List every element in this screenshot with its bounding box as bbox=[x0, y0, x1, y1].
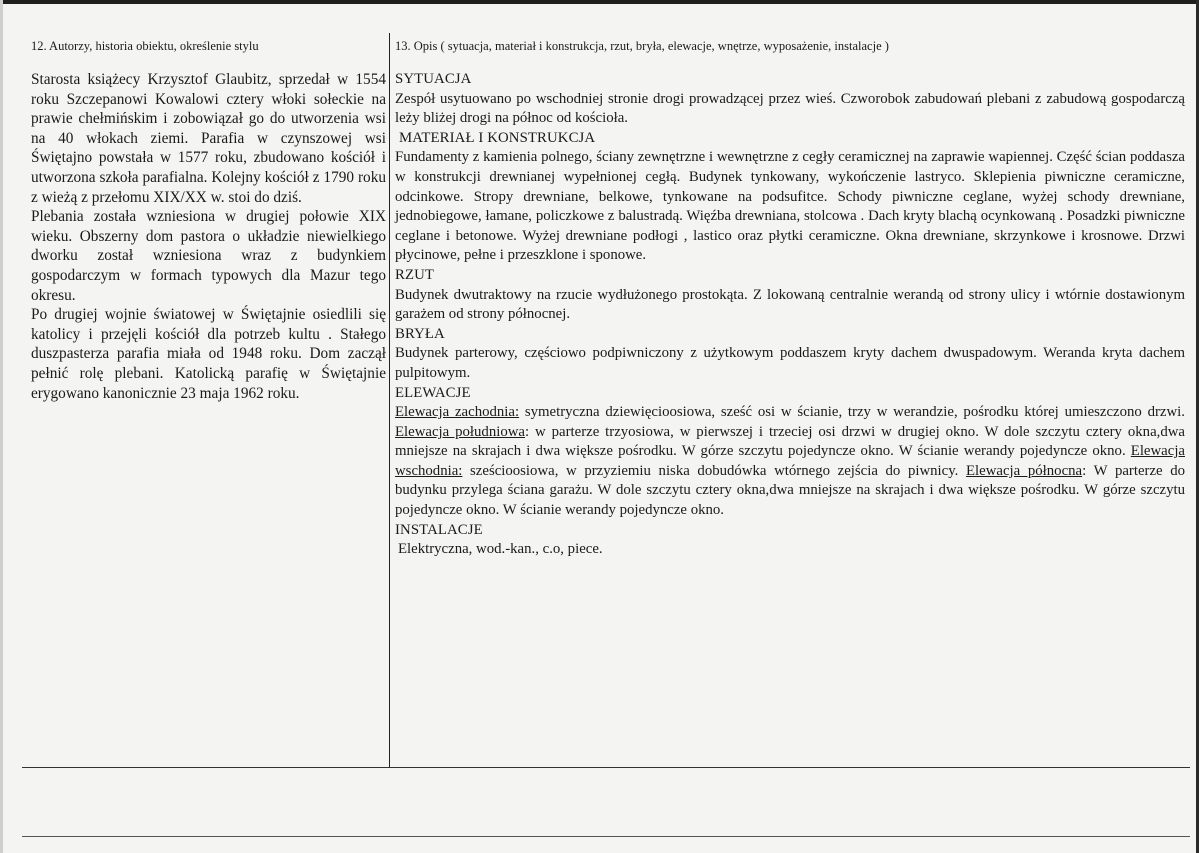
history-field-title: 12. Autorzy, historia obiektu, określenie stylu bbox=[31, 39, 259, 53]
section-text-rzut: Budynek dwutraktowy na rzucie wydłużonego prostokąta. Z lokowaną centralnie werandą od strony ulicy i wtórnie dostawionym garażem od strony północnej. bbox=[395, 286, 1185, 323]
east-elevation-label: Elewacja wschodnia: bbox=[395, 443, 1185, 479]
section-heading-bryla: BRYŁA bbox=[395, 325, 445, 342]
scan-edge-left bbox=[0, 0, 3, 853]
history-paragraph: Plebania została wzniesiona w drugiej połowie XIX wieku. Obszerny dom pastora o układzie niewielkiego dworku został wzniesiona wraz z budynkiem gospodarczym w formach typowych dla Mazur tego okresu. bbox=[31, 208, 386, 304]
history-text bbox=[31, 70, 386, 403]
section-text-material: Fundamenty z kamienia polnego, ściany zewnętrzne i wewnętrzne z cegły ceramicznej na zaprawie wapiennej. Część ścian poddasza w konstrukcji drewnianej wypełnionej cegłą. Budynek tynkowany, wykończenie lastryco. Sklepienia piwniczne ceramiczne, odcinkowe. Stropy drewniane, belkowe, tynkowane na podsufitce. Schody piwniczne ceglane, wyżej schody drewniane, jednobiegowe, łamane, policzkowe z balustradą. Więźba drewniana, stolcowa . Dach kryty blachą ocynkowaną . Posadzki piwniczne ceglane i betonowe. Wyżej drewniane podłogi , lastico oraz płytki ceramiczne. Okna drewniane, skrzynkowe i krosnowe. Drzwi płycinowe, pełne i przeszklone i sponowe. bbox=[395, 149, 1185, 264]
north-elevation-text: : W parterze do budynku przylega ściana garażu. W dole szczytu cztery okna,dwa mniejsze na skrajach i dwa większe pośrodku. W górze szczytu pojedyncze okno. W ścianie werandy pojedyncze okno. bbox=[395, 462, 1186, 519]
column-divider bbox=[389, 33, 390, 768]
form-rule-bottom bbox=[22, 836, 1190, 837]
section-text-bryla: Budynek parterowy, częściowo podpiwniczony z użytkowym poddaszem kryty dachem dwuspadowym. Weranda kryta dachem pulpitowym. bbox=[395, 345, 1185, 381]
section-text-instalacje: Elektryczna, wod.-kan., c.o, piece. bbox=[398, 541, 603, 558]
history-paragraph: Po drugiej wojnie światowej w Świętajnie osiedlili się katolicy i przejęli kościół dla potrzeb kultu . Stałego duszpasterza parafia miała od 1948 roku. Dom zaczął pełnić rolę plebani. Katolicką parafię w Świętajnie erygowano kanonicznie 23 maja 1962 roku. bbox=[31, 306, 386, 402]
south-elevation-text: : w parterze trzyosiowa, w pierwszej i trzeciej osi drzwi w drugiej okno. W dole szczytu cztery okna,dwa mniejsze na skrajach i dwa większe pośrodku. W górze szczytu pojedyncze okno. W ścianie werandy pojedyncze okno. bbox=[395, 423, 1185, 460]
description-content bbox=[395, 70, 1185, 560]
section-heading-material: MATERIAŁ I KONSTRUKCJA bbox=[399, 129, 596, 146]
west-elevation-label: Elewacja zachodnia: bbox=[395, 404, 520, 421]
section-heading-instalacje: INSTALACJE bbox=[395, 521, 483, 538]
section-heading-elewacje: ELEWACJE bbox=[395, 384, 471, 401]
south-elevation-label: Elewacja południowa bbox=[395, 423, 525, 440]
section-heading-sytuacja: SYTUACJA bbox=[395, 71, 472, 87]
east-elevation-text: sześcioosiowa, w przyziemiu niska dobudówka wtórnego zejścia do piwnicy. bbox=[462, 462, 967, 479]
form-rule-lower bbox=[22, 767, 1190, 768]
north-elevation-label: Elewacja północna bbox=[966, 462, 1083, 479]
history-paragraph: Starosta książecy Krzysztof Glaubitz, sprzedał w 1554 roku Szczepanowi Kowalowi cztery włoki sołeckie na prawie chełmińskim i zobowiązał go do utworzenia wsi na 40 włokach ziemi. Parafia w czynszowej wsi Świętajno powstała w 1577 roku, zbudowano kościół i utworzona szkoła parafialna. Kolejny kościół z 1790 roku z wieżą z przełomu XIX/XX w. stoi do dziś. bbox=[31, 71, 386, 206]
scan-edge-top bbox=[0, 0, 1199, 4]
history-column bbox=[31, 38, 386, 403]
section-text-sytuacja: Zespół usytuowano po wschodniej stronie drogi prowadzącej przez wieś. Czworobok zabudowań plebani z zabudową gospodarczą leży bliżej drogi na północ od kościoła. bbox=[395, 90, 1185, 127]
description-column bbox=[395, 38, 1185, 560]
section-text-elewacje bbox=[395, 403, 1185, 521]
section-heading-rzut: RZUT bbox=[395, 266, 435, 283]
west-elevation-text: symetryczna dziewięcioosiowa, sześć osi w ścianie, trzy w werandzie, pośrodku której umieszczono drzwi. bbox=[519, 404, 1185, 421]
description-field-title: 13. Opis ( sytuacja, materiał i konstrukcja, rzut, bryła, elewacje, wnętrze, wyposażenie, instalacje ) bbox=[395, 39, 889, 53]
